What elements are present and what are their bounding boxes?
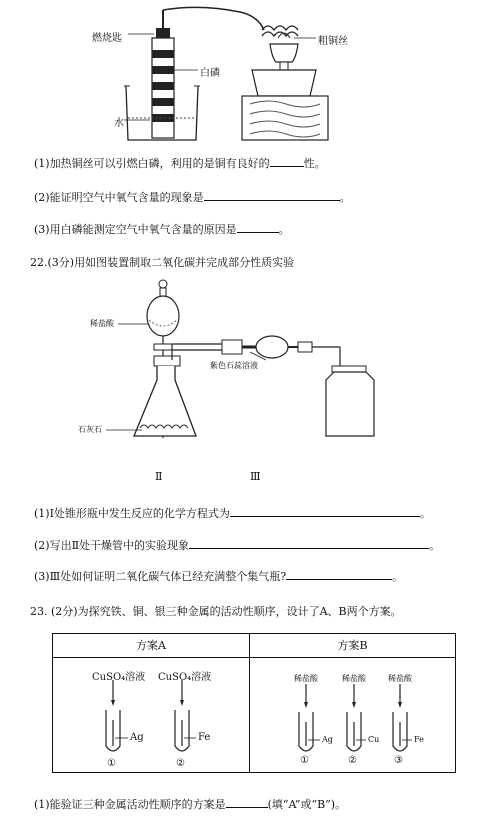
label-litmus-solution: 紫色石蕊溶液 bbox=[210, 361, 258, 370]
label-water: 水 bbox=[114, 118, 124, 129]
plan-b-metal-3: Fe bbox=[414, 735, 424, 744]
q23-item-1 bbox=[34, 796, 346, 812]
q22-item-3-text: (3)Ⅲ处如何证明二氧化碳气体已经充满整个集气瓶? bbox=[34, 570, 287, 583]
q21-item-2 bbox=[34, 189, 351, 205]
plan-a-num-1: ① bbox=[107, 758, 116, 769]
q21-item-2-text: (2)能证明空气中氧气含量的现象是 bbox=[34, 191, 204, 204]
q22-item-2-blank[interactable] bbox=[189, 537, 429, 549]
q22-item-2 bbox=[34, 537, 440, 553]
label-burning-spoon: 燃烧匙 bbox=[92, 33, 122, 44]
plan-a-reagent-1: CuSO₄溶液 bbox=[92, 672, 146, 683]
q21-item-3 bbox=[34, 221, 290, 237]
label-white-phosphorus: 白磷 bbox=[200, 68, 220, 79]
q22-item-2-text: (2)写出Ⅱ处干燥管中的实验现象 bbox=[34, 539, 190, 552]
q22-item-1-text: (1)Ⅰ处锥形瓶中发生反应的化学方程式为 bbox=[34, 507, 230, 520]
q22-title: 22.(3分)用如图装置制取二氧化碳并完成部分性质实验 bbox=[30, 256, 295, 269]
plan-a-num-2: ② bbox=[176, 758, 185, 769]
plan-b-reagent-3: 稀盐酸 bbox=[388, 674, 412, 683]
plan-b-reagent-2: 稀盐酸 bbox=[342, 674, 366, 683]
plan-b-num-3: ③ bbox=[394, 755, 403, 766]
q21-item-2-tail: 。 bbox=[339, 191, 351, 204]
q22-item-1 bbox=[34, 505, 431, 521]
q23-item-1-text: (1)能验证三种金属活动性顺序的方案是 bbox=[34, 798, 226, 811]
plan-a-metal-1: Ag bbox=[130, 732, 144, 743]
plan-a-header: 方案A bbox=[53, 634, 249, 658]
label-copper-wire: 粗铜丝 bbox=[318, 36, 348, 47]
plan-b-header: 方案B bbox=[250, 634, 455, 658]
q23-item-1-tail: (填“A”或“B”)。 bbox=[267, 798, 347, 811]
q21-item-1-text: (1)加热铜丝可以引燃白磷，利用的是铜有良好的 bbox=[34, 157, 270, 170]
q21-item-1 bbox=[34, 155, 326, 171]
q21-item-3-text: (3)用白磷能测定空气中氧气含量的原因是 bbox=[34, 223, 237, 236]
q21-item-1-blank[interactable] bbox=[270, 155, 304, 167]
plan-b-num-1: ① bbox=[300, 755, 309, 766]
plan-b-tubes-drawing bbox=[0, 660, 486, 800]
q22-item-1-tail: 。 bbox=[419, 507, 431, 520]
plan-b-metal-2: Cu bbox=[368, 735, 380, 744]
q23-title: 23. (2分)为探究铁、铜、银三种金属的活动性顺序，设计了A、B两个方案。 bbox=[30, 605, 402, 618]
plan-a-metal-2: Fe bbox=[198, 732, 211, 743]
label-limestone: 石灰石 bbox=[78, 425, 102, 434]
q22-item-3-tail: 。 bbox=[392, 570, 404, 583]
q22-item-2-tail: 。 bbox=[429, 539, 441, 552]
label-station-2: Ⅱ bbox=[155, 470, 163, 483]
q22-item-3-blank[interactable] bbox=[286, 568, 392, 580]
label-station-3: Ⅲ bbox=[250, 470, 261, 483]
plan-b-metal-1: Ag bbox=[322, 735, 333, 744]
q21-item-3-tail: 。 bbox=[278, 223, 290, 236]
plan-b-num-2: ② bbox=[348, 755, 357, 766]
q22-item-1-blank[interactable] bbox=[230, 505, 420, 517]
q23-item-1-blank[interactable] bbox=[226, 796, 268, 808]
q22-item-3 bbox=[34, 568, 403, 584]
q21-item-2-blank[interactable] bbox=[204, 189, 340, 201]
label-dilute-hcl: 稀盐酸 bbox=[90, 319, 114, 328]
q21-item-3-blank[interactable] bbox=[237, 221, 279, 233]
plan-a-reagent-2: CuSO₄溶液 bbox=[158, 672, 212, 683]
phosphorus-apparatus-drawing bbox=[0, 0, 486, 150]
q21-item-1-tail: 性。 bbox=[303, 157, 326, 170]
plan-b-reagent-1: 稀盐酸 bbox=[294, 674, 318, 683]
